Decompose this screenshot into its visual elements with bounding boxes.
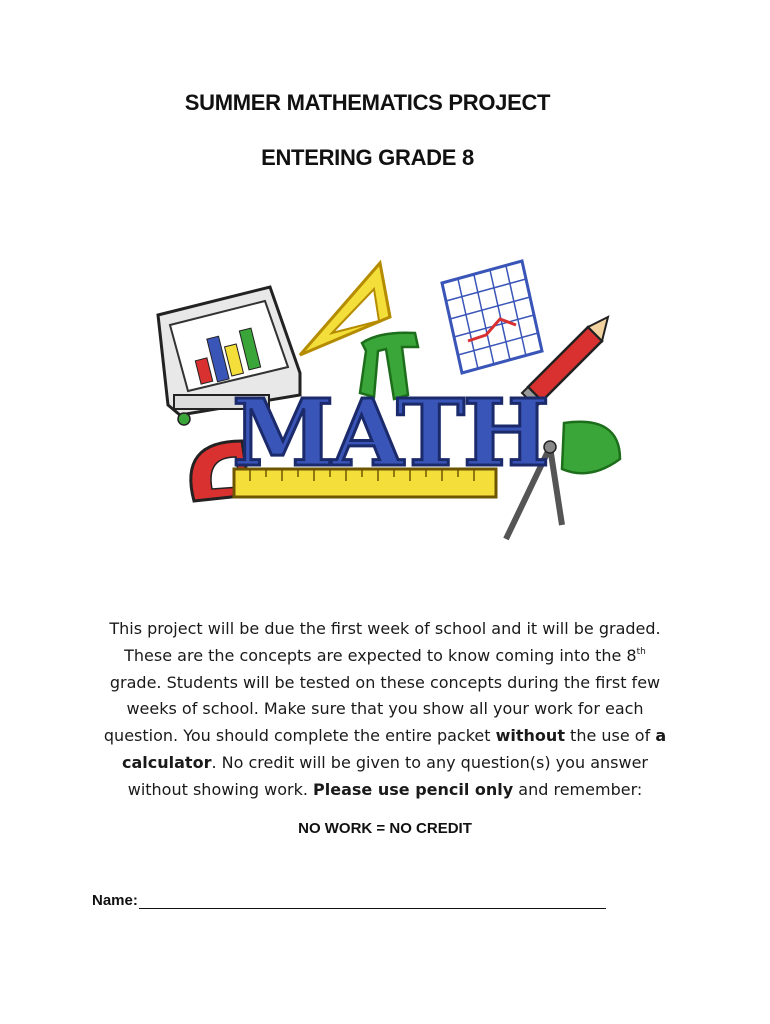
instructions-text: This project will be due the first week of school and it will be graded. These are the concepts are expected to know coming into the 8 [109,619,661,665]
page-title: SUMMER MATHEMATICS PROJECT [184,90,551,115]
emphasis-calculator: a calculator [122,726,667,772]
graph-paper-icon [442,261,542,373]
emphasis-pencil: Please use pencil only [313,779,514,799]
instructions-text: . No credit will be given to any question(s) you answer without showing work. [127,752,648,799]
instructions-text: the use of [564,726,656,746]
math-clipart [150,255,625,555]
green-protractor-icon [562,422,620,473]
name-field [92,892,606,909]
name-label: Name: [92,892,138,909]
instructions-text: and remember: [513,779,643,799]
emphasis-without: without [495,726,565,746]
no-work-rule: NO WORK = NO CREDIT [298,820,472,837]
instructions-text: grade. Students will be tested on these concepts during the first few weeks of school. Make sure that you show all your work for each question. You should complete the entire packet [103,672,661,746]
page-subtitle: ENTERING GRADE 8 [261,145,474,170]
name-input-line[interactable] [139,894,606,909]
instructions-paragraph [96,616,674,804]
ordinal-suffix: th [636,646,646,657]
math-word: MATH [232,379,548,487]
